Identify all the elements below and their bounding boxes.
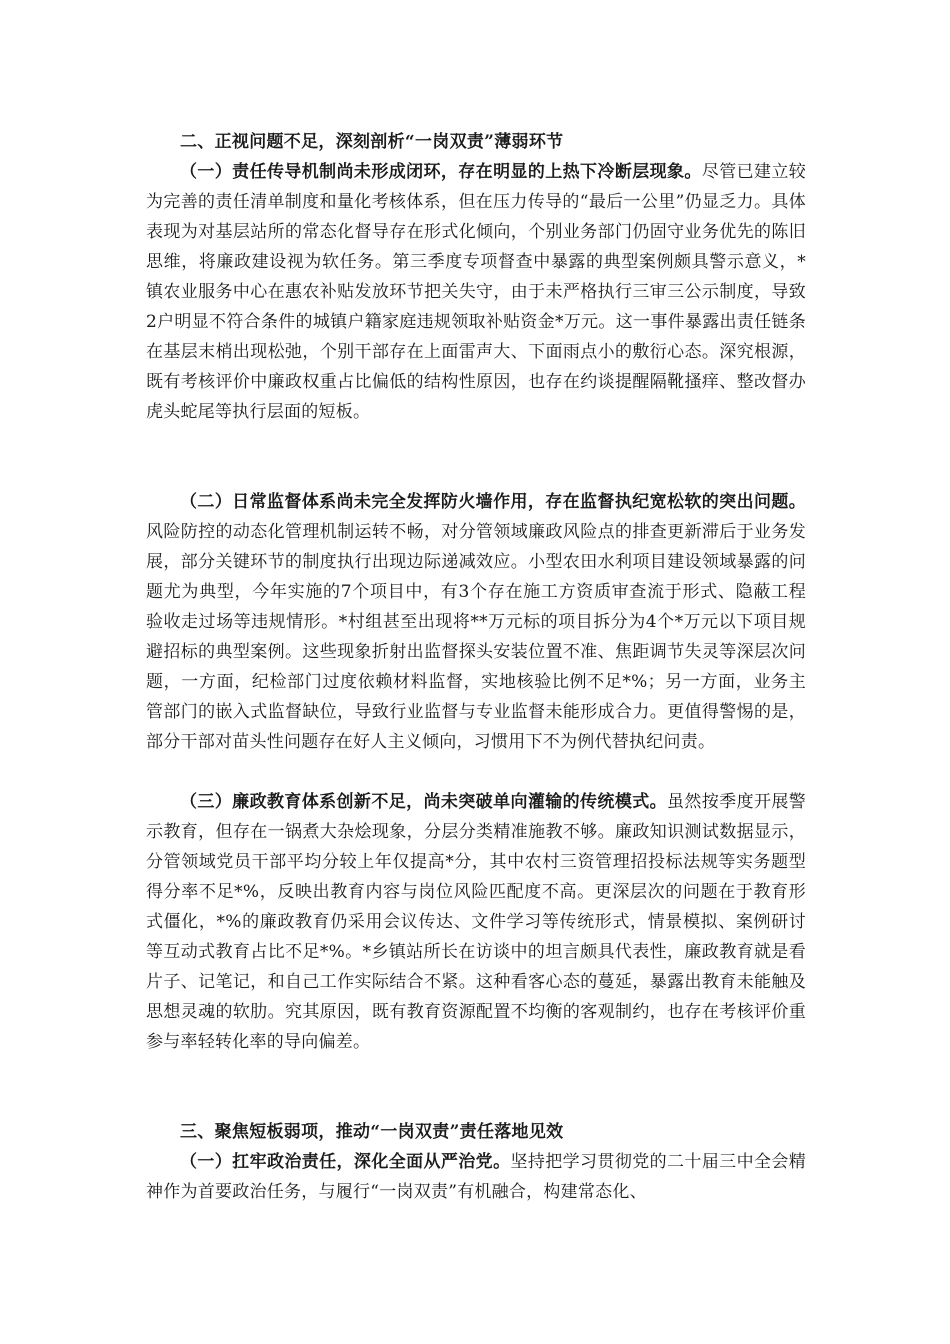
paragraph-lead: （一）扛牢政治责任，深化全面从严治党。 — [180, 1152, 511, 1172]
paragraph-lead: （二）日常监督体系尚未完全发挥防火墙作用，存在监督执纪宽松软的突出问题。 — [180, 492, 806, 512]
paragraph-responsibility-transmission — [146, 157, 806, 487]
paragraph-lead: （一）责任传导机制尚未形成闭环，存在明显的上热下冷断层现象。 — [180, 162, 702, 182]
paragraph-body: 风险防控的动态化管理机制运转不畅，对分管领域廉政风险点的排查更新滞后于业务发展，部分关键环节的制度执行出现边际递减效应。小型农田水利项目建设领域暴露的问题尤为典型，今年实施的7个项目中，有3个存在施工方资质审查流于形式、隐蔽工程验收走过场等违规情形。*村组甚至出现将**万元标的项目拆分为4个*万元以下项目规避招标的典型案例。这些现象折射出监督探头安装位置不准、焦距调节失灵等深层次问题，一方面，纪检部门过度依赖材料监督，实地核验比例不足*%；另一方面，业务主管部门的嵌入式监督缺位，导致行业监督与专业监督未能形成合力。更值得警惕的是，部分干部对苗头性问题存在好人主义倾向，习惯用下不为例代替执纪问责。 — [146, 522, 806, 752]
paragraph-political-responsibility — [146, 1147, 806, 1207]
paragraph-lead: （三）廉政教育体系创新不足，尚未突破单向灌输的传统模式。 — [180, 792, 667, 812]
paragraph-body: 坚持把学习贯彻党的二十届三中全会精神作为首要政治任务，与履行“一岗双责”有机融合，构建常态化、 — [146, 1152, 807, 1202]
paragraph-body: 虽然按季度开展警示教育，但存在一锅煮大杂烩现象，分层分类精准施教不够。廉政知识测试数据显示，分管领域党员干部平均分较上年仅提高*分，其中农村三资管理招投标法规等实务题型得分率不足*%，反映出教育内容与岗位风险匹配度不高。更深层次的问题在于教育形式僵化，*%的廉政教育仍采用会议传达、文件学习等传统形式，情景模拟、案例研讨等互动式教育占比不足*%。*乡镇站所长在访谈中的坦言颇具代表性，廉政教育就是看片子、记笔记，和自己工作实际结合不紧。这种看客心态的蔓延，暴露出教育未能触及思想灵魂的软肋。究其原因，既有教育资源配置不均衡的客观制约，也存在考核评价重参与率轻转化率的导向偏差。 — [146, 792, 806, 1052]
section-heading-2: 二、正视问题不足，深刻剖析“一岗双责”薄弱环节 — [180, 132, 564, 152]
paragraph-body: 尽管已建立较为完善的责任清单制度和量化考核体系，但在压力传导的“最后一公里”仍显乏力。具体表现为对基层站所的常态化督导存在形式化倾向，个别业务部门仍固守业务优先的陈旧思维，将廉政建设视为软任务。第三季度专项督查中暴露的典型案例颇具警示意义，*镇农业服务中心在惠农补贴发放环节把关失守，由于未严格执行三审三公示制度，导致2户明显不符合条件的城镇户籍家庭违规领取补贴资金*万元。这一事件暴露出责任链条在基层末梢出现松弛，个别干部存在上面雷声大、下面雨点小的敷衍心态。深究根源，既有考核评价中廉政权重占比偏低的结构性原因，也存在约谈提醒隔靴搔痒、整改督办虎头蛇尾等执行层面的短板。 — [146, 162, 807, 422]
paragraph-integrity-education — [146, 787, 806, 1117]
paragraph-daily-supervision — [146, 487, 806, 787]
section-heading-3: 三、聚焦短板弱项，推动“一岗双责”责任落地见效 — [180, 1122, 564, 1142]
document-body — [146, 127, 806, 1207]
